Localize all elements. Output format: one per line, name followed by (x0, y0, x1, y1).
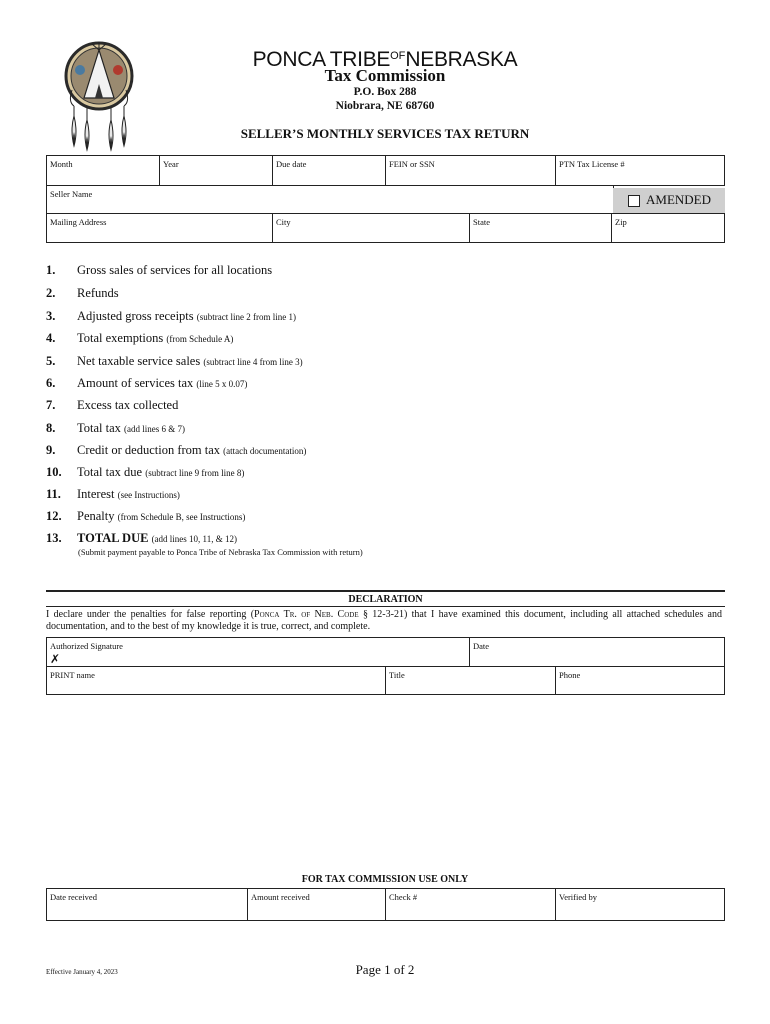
line-label: Excess tax collected (77, 398, 179, 412)
title-label: Title (389, 670, 405, 680)
line-number: 9. (46, 443, 56, 457)
line-number: 1. (46, 263, 56, 277)
line-label: Amount of services tax (77, 376, 197, 390)
tribe-name-part1: PONCA TRIBE (252, 48, 391, 71)
line-text (77, 443, 306, 458)
line-label: Penalty (77, 509, 118, 523)
line-note: (subtract line 4 from line 3) (203, 357, 303, 367)
mailing-address-label: Mailing Address (50, 217, 107, 227)
zip-label: Zip (615, 217, 627, 227)
line-text (77, 354, 303, 369)
authorized-signature-label: Authorized Signature (50, 641, 123, 651)
line-number: 7. (46, 398, 56, 412)
line-text (77, 309, 296, 324)
po-box: P.O. Box 288 (353, 86, 417, 98)
line-note: (see Instructions) (117, 490, 180, 500)
declaration-citation: Ponca Tr. of Neb. Code (254, 609, 359, 620)
line-label: Adjusted gross receipts (77, 309, 197, 323)
city-state-zip: Niobrara, NE 68760 (335, 100, 435, 112)
line-note: (attach documentation) (223, 446, 307, 456)
line-number: 4. (46, 331, 56, 345)
line-text (77, 465, 244, 480)
check-number-label: Check # (389, 892, 418, 902)
ptn-license-label: PTN Tax License # (559, 159, 625, 169)
declaration-text-after: § 12-3-21) that I have examined this document, including all attached schedules and documentation, and to the best of my knowledge it is true, correct, and complete. (46, 609, 722, 632)
tribe-name-of: OF (390, 50, 406, 62)
commission-title: Tax Commission (324, 66, 446, 85)
line-number: 3. (46, 309, 56, 323)
declaration-date-field[interactable] (469, 637, 725, 667)
line-text (77, 421, 185, 436)
line-note: (from Schedule A) (166, 334, 234, 344)
line-note: (add lines 10, 11, & 12) (151, 534, 237, 544)
amended-checkbox[interactable] (628, 195, 640, 207)
tribe-name-part2: NEBRASKA (405, 48, 518, 71)
state-label: State (473, 217, 490, 227)
line-note: (from Schedule B, see Instructions) (117, 512, 246, 522)
line-text (77, 487, 180, 502)
line-number: 8. (46, 421, 56, 435)
amount-received-field[interactable] (247, 888, 386, 921)
line-13-subnote: (Submit payment payable to Ponca Tribe of Nebraska Tax Commission with return) (78, 547, 363, 557)
line-label: Refunds (77, 286, 119, 300)
line-label: Total exemptions (77, 331, 167, 345)
city-field[interactable] (272, 213, 470, 243)
declaration-text (46, 609, 722, 633)
fein-ssn-field[interactable] (385, 155, 556, 186)
city-label: City (276, 217, 291, 227)
phone-field[interactable] (555, 666, 725, 695)
year-label: Year (163, 159, 179, 169)
line-label: Total tax (77, 421, 125, 435)
line-note: (line 5 x 0.07) (196, 379, 248, 389)
line-text (77, 263, 272, 278)
declaration-text-before: I declare under the penalties for false reporting ( (46, 609, 255, 620)
phone-label: Phone (559, 670, 581, 680)
page-number: Page 1 of 2 (355, 962, 415, 977)
state-field[interactable] (469, 213, 612, 243)
month-label: Month (50, 159, 73, 169)
line-text (77, 286, 119, 301)
date-received-label: Date received (50, 892, 97, 902)
print-name-label: PRINT name (50, 670, 95, 680)
verified-by-field[interactable] (555, 888, 725, 921)
amended-label: AMENDED (646, 192, 711, 207)
amended-toggle[interactable] (613, 188, 725, 213)
line-number: 6. (46, 376, 56, 390)
declaration-title-rule (46, 606, 725, 607)
line-label: Credit or deduction from tax (77, 443, 224, 457)
line-number: 5. (46, 354, 56, 368)
amount-received-label: Amount received (251, 892, 310, 902)
line-text (77, 398, 178, 413)
line-text (77, 331, 233, 346)
line-number: 11. (46, 487, 61, 501)
fein-ssn-label: FEIN or SSN (389, 159, 435, 169)
verified-by-label: Verified by (559, 892, 598, 902)
line-label: Net taxable service sales (77, 354, 204, 368)
line-text (77, 531, 237, 546)
line-text (77, 376, 247, 391)
line-number: 10. (46, 465, 62, 479)
month-field[interactable] (46, 155, 160, 186)
line-note: (subtract line 9 from line 8) (145, 468, 245, 478)
declaration-title: DECLARATION (348, 594, 423, 605)
declaration-divider (46, 590, 725, 592)
line-number: 12. (46, 509, 62, 523)
year-field[interactable] (159, 155, 273, 186)
line-text (77, 509, 245, 524)
check-number-field[interactable] (385, 888, 556, 921)
zip-field[interactable] (611, 213, 725, 243)
seller-name-label: Seller Name (50, 189, 93, 199)
signature-x-mark: ✗ (50, 652, 61, 666)
declaration-date-label: Date (473, 641, 490, 651)
due-date-field[interactable] (272, 155, 386, 186)
authorized-signature-field[interactable] (46, 637, 470, 667)
line-number: 2. (46, 286, 56, 300)
print-name-field[interactable] (46, 666, 386, 695)
form-title: SELLER’S MONTHLY SERVICES TAX RETURN (240, 126, 530, 141)
effective-date: Effective January 4, 2023 (46, 968, 118, 976)
mailing-address-field[interactable] (46, 213, 273, 243)
line-label: Interest (77, 487, 118, 501)
line-label: Gross sales of services for all locations (77, 263, 273, 277)
line-label: Total tax due (77, 465, 146, 479)
ptn-license-field[interactable] (555, 155, 725, 186)
line-note: (subtract line 2 from line 1) (196, 312, 297, 322)
line-note: (add lines 6 & 7) (124, 424, 186, 434)
due-date-label: Due date (276, 159, 307, 169)
office-use-title: FOR TAX COMMISSION USE ONLY (301, 874, 469, 885)
seller-name-field[interactable] (46, 185, 614, 214)
line-label: TOTAL DUE (77, 531, 152, 545)
line-number: 13. (46, 531, 62, 545)
title-field[interactable] (385, 666, 556, 695)
date-received-field[interactable] (46, 888, 248, 921)
